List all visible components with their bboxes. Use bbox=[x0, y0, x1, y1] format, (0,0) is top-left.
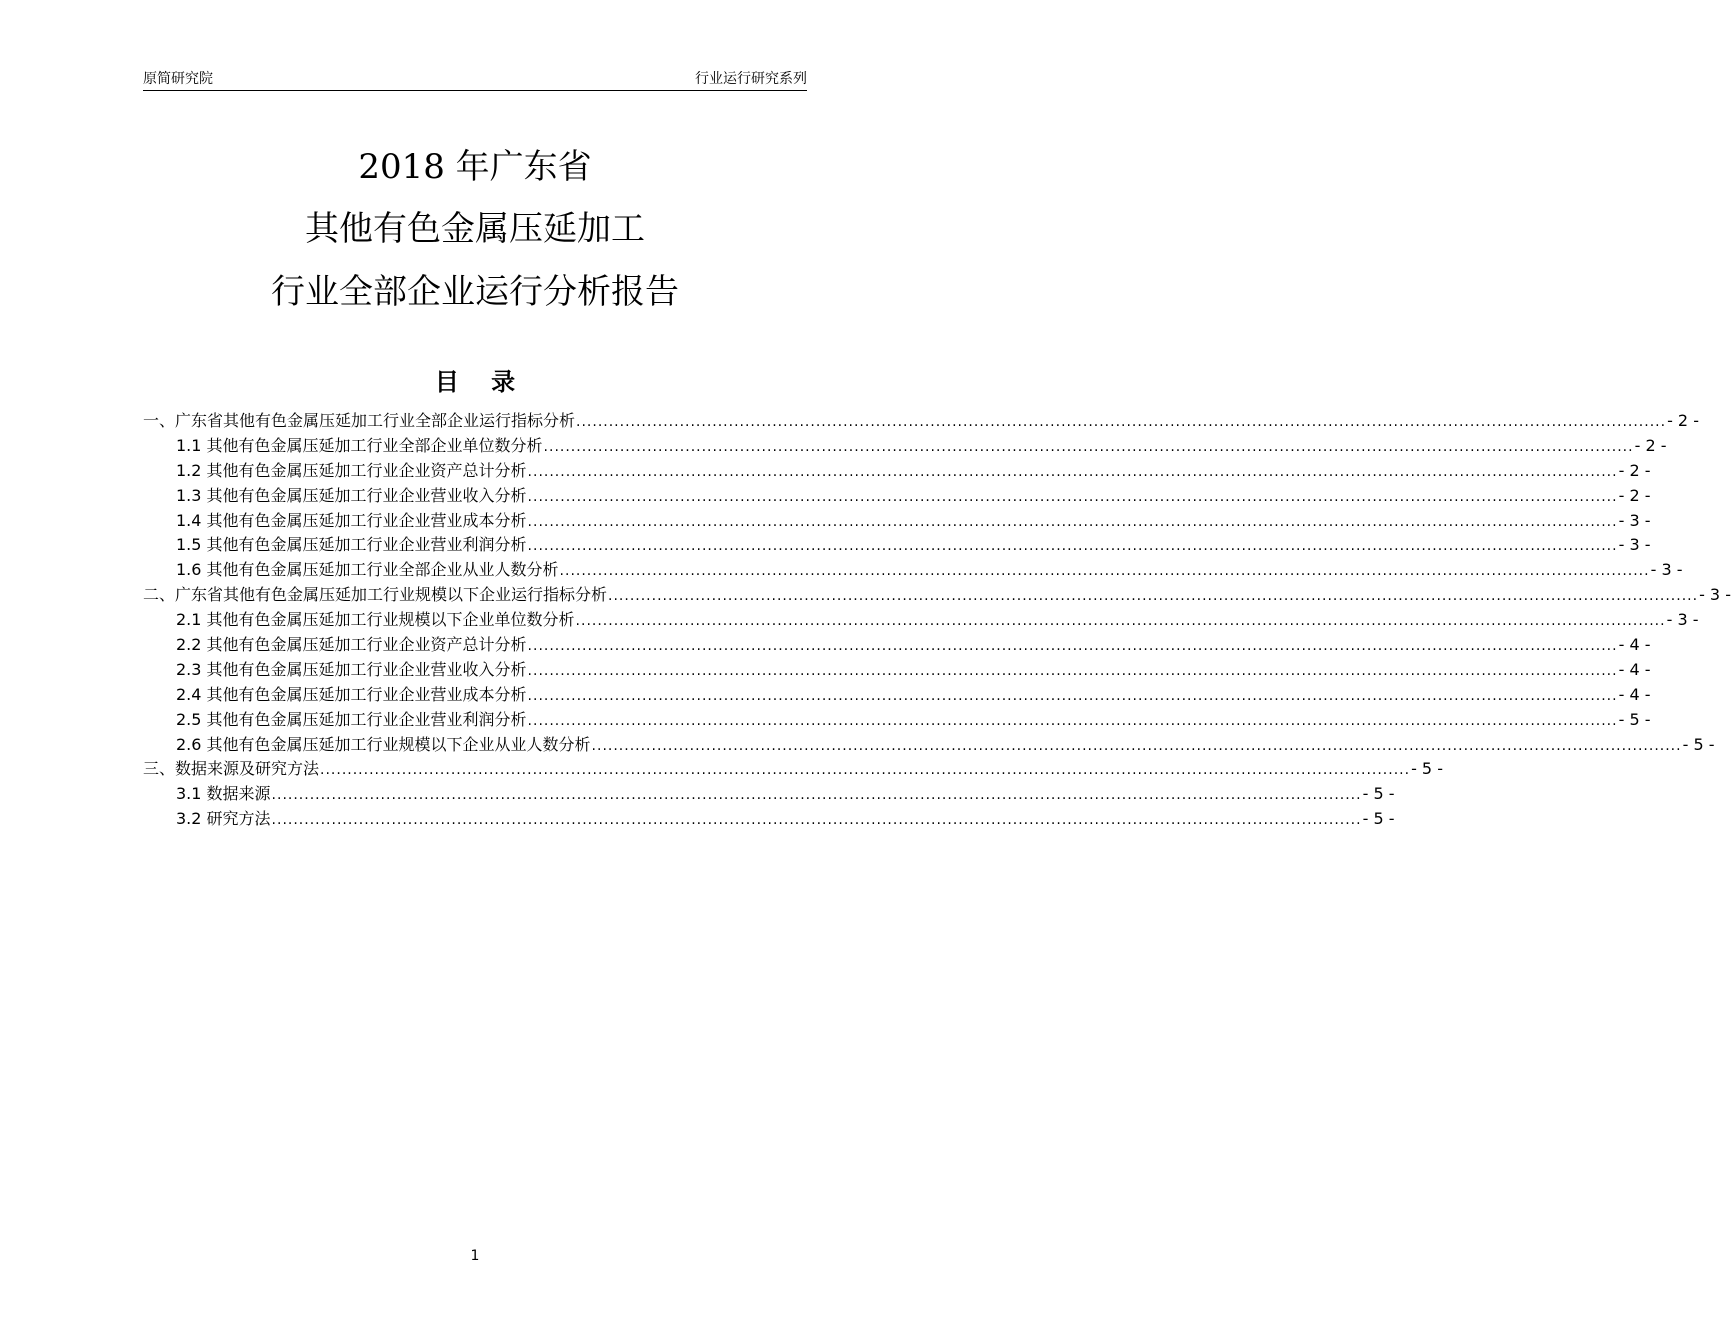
toc-leader-dots: ........................................................................................................................................................................................................ bbox=[527, 712, 1618, 729]
toc-entry-page: - 5 - bbox=[1362, 784, 1395, 804]
toc-entry[interactable] bbox=[143, 806, 1395, 831]
toc-leader-dots: ........................................................................................................................................................................................................ bbox=[575, 613, 1666, 630]
toc-entry[interactable] bbox=[143, 582, 1731, 607]
toc-entry[interactable] bbox=[143, 707, 1651, 732]
toc-entry[interactable] bbox=[143, 682, 1651, 707]
toc-heading: 目 录 bbox=[434, 368, 528, 396]
toc-entry-page: - 5 - bbox=[1618, 709, 1651, 729]
toc-leader-dots: ........................................................................................................................................................................................................ bbox=[527, 638, 1618, 655]
toc-entry-label: 2.1 其他有色金属压延加工行业规模以下企业单位数分析 bbox=[176, 610, 575, 630]
toc-entry[interactable] bbox=[143, 756, 1443, 781]
toc-entry-page: - 4 - bbox=[1618, 659, 1651, 679]
toc-leader-dots: ........................................................................................................................................................................................................ bbox=[527, 513, 1618, 530]
toc-entry-page: - 4 - bbox=[1618, 635, 1651, 655]
toc-leader-dots: ........................................................................................................................................................................................................ bbox=[271, 812, 1362, 829]
toc-leader-dots: ........................................................................................................................................................................................................ bbox=[559, 563, 1650, 580]
toc-entry-label: 2.4 其他有色金属压延加工行业企业营业成本分析 bbox=[176, 684, 527, 704]
toc-entry[interactable] bbox=[143, 657, 1651, 682]
toc-entry[interactable] bbox=[143, 433, 1667, 458]
toc-entry[interactable] bbox=[143, 632, 1651, 657]
toc-entry-label: 三、数据来源及研究方法 bbox=[143, 759, 320, 779]
toc-entry[interactable] bbox=[143, 607, 1699, 632]
header-series: 行业运行研究系列 bbox=[695, 71, 807, 87]
toc-leader-dots: ........................................................................................................................................................................................................ bbox=[543, 438, 1634, 455]
toc-entry[interactable] bbox=[143, 408, 1699, 433]
toc-leader-dots: ........................................................................................................................................................................................................ bbox=[527, 538, 1618, 555]
toc-entry-label: 3.2 研究方法 bbox=[176, 809, 271, 829]
table-of-contents bbox=[143, 408, 1731, 831]
toc-entry-label: 2.3 其他有色金属压延加工行业企业营业收入分析 bbox=[176, 659, 527, 679]
toc-entry-label: 1.6 其他有色金属压延加工行业全部企业从业人数分析 bbox=[176, 560, 559, 580]
toc-entry[interactable] bbox=[143, 532, 1651, 557]
toc-entry-label: 2.2 其他有色金属压延加工行业企业资产总计分析 bbox=[176, 635, 527, 655]
toc-leader-dots: ........................................................................................................................................................................................................ bbox=[576, 414, 1667, 430]
toc-entry-label: 2.6 其他有色金属压延加工行业规模以下企业从业人数分析 bbox=[176, 734, 591, 754]
page-header bbox=[143, 68, 807, 91]
toc-entry-page: - 2 - bbox=[1634, 435, 1667, 455]
toc-entry[interactable] bbox=[143, 557, 1683, 582]
toc-entry-label: 二、广东省其他有色金属压延加工行业规模以下企业运行指标分析 bbox=[143, 585, 608, 605]
toc-entry-page: - 2 - bbox=[1618, 485, 1651, 505]
toc-leader-dots: ........................................................................................................................................................................................................ bbox=[271, 787, 1362, 804]
toc-entry-label: 一、广东省其他有色金属压延加工行业全部企业运行指标分析 bbox=[143, 411, 576, 430]
toc-entry-page: - 3 - bbox=[1666, 610, 1699, 630]
toc-entry-page: - 2 - bbox=[1667, 411, 1699, 430]
toc-leader-dots: ........................................................................................................................................................................................................ bbox=[527, 687, 1618, 704]
toc-leader-dots: ........................................................................................................................................................................................................ bbox=[591, 737, 1682, 754]
toc-entry-page: - 2 - bbox=[1618, 460, 1651, 480]
toc-leader-dots: ........................................................................................................................................................................................................ bbox=[527, 662, 1618, 679]
toc-entry-page: - 5 - bbox=[1682, 734, 1715, 754]
toc-entry-label: 1.2 其他有色金属压延加工行业企业资产总计分析 bbox=[176, 460, 527, 480]
toc-entry[interactable] bbox=[143, 732, 1715, 757]
toc-entry-label: 3.1 数据来源 bbox=[176, 784, 271, 804]
toc-entry-page: - 3 - bbox=[1618, 510, 1651, 530]
toc-entry-page: - 5 - bbox=[1411, 759, 1443, 779]
toc-entry-label: 1.3 其他有色金属压延加工行业企业营业收入分析 bbox=[176, 485, 527, 505]
toc-entry-page: - 3 - bbox=[1699, 585, 1731, 605]
toc-entry-label: 2.5 其他有色金属压延加工行业企业营业利润分析 bbox=[176, 709, 527, 729]
toc-entry-label: 1.4 其他有色金属压延加工行业企业营业成本分析 bbox=[176, 510, 527, 530]
toc-entry[interactable] bbox=[143, 483, 1651, 508]
toc-leader-dots: ........................................................................................................................................................................................................ bbox=[527, 463, 1618, 480]
toc-entry[interactable] bbox=[143, 458, 1651, 483]
page-number: 1 bbox=[470, 1248, 480, 1264]
toc-entry[interactable] bbox=[143, 781, 1395, 806]
toc-entry-page: - 5 - bbox=[1362, 809, 1395, 829]
header-publisher: 原简研究院 bbox=[143, 71, 213, 87]
toc-leader-dots: ........................................................................................................................................................................................................ bbox=[608, 588, 1699, 605]
toc-entry-page: - 3 - bbox=[1650, 560, 1683, 580]
toc-entry-label: 1.1 其他有色金属压延加工行业全部企业单位数分析 bbox=[176, 435, 543, 455]
toc-entry-page: - 4 - bbox=[1618, 684, 1651, 704]
toc-leader-dots: ........................................................................................................................................................................................................ bbox=[320, 762, 1411, 779]
report-title-line-2: 其他有色金属压延加工 bbox=[305, 209, 645, 249]
toc-entry[interactable] bbox=[143, 508, 1651, 533]
toc-entry-page: - 3 - bbox=[1618, 535, 1651, 555]
toc-entry-label: 1.5 其他有色金属压延加工行业企业营业利润分析 bbox=[176, 535, 527, 555]
report-title-line-3: 行业全部企业运行分析报告 bbox=[271, 272, 679, 312]
report-title-line-1: 2018 年广东省 bbox=[358, 147, 592, 187]
toc-leader-dots: ........................................................................................................................................................................................................ bbox=[527, 488, 1618, 505]
